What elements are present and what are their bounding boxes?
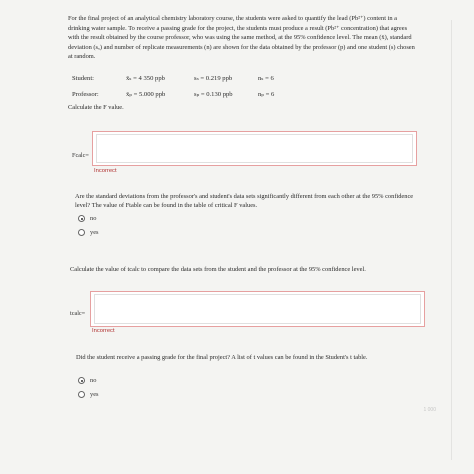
q4-prompt: Did the student receive a passing grade for the final project? A list of t values can be found in the Student's t table.	[76, 354, 368, 361]
professor-n: nₚ = 6	[258, 91, 275, 98]
q2-option-yes-label: yes	[90, 229, 99, 236]
radio-unselected-icon[interactable]	[78, 229, 85, 236]
q4-option-no-label: no	[90, 377, 97, 384]
q4-option-yes[interactable]	[78, 391, 99, 398]
tcalc-label: tcalc=	[70, 310, 86, 317]
fcalc-input[interactable]	[92, 131, 417, 166]
student-label: Student:	[72, 75, 94, 82]
q4-option-yes-label: yes	[90, 391, 99, 398]
professor-mean: x̄ₚ = 5.000 ppb	[126, 91, 166, 98]
q2-option-yes[interactable]	[78, 229, 99, 236]
student-mean: x̄ₛ = 4 350 ppb	[126, 75, 165, 82]
q1-prompt: Calculate the F value.	[68, 104, 124, 111]
q2-option-no[interactable]	[78, 215, 96, 222]
radio-unselected-icon[interactable]	[78, 391, 85, 398]
student-n: nₛ = 6	[258, 75, 274, 82]
page-edge-divider	[451, 20, 452, 460]
q3-prompt: Calculate the value of tcalc to compare the data sets from the student and the professor at the 95% confidence level.	[70, 266, 366, 273]
fcalc-label: Fcalc=	[72, 152, 89, 159]
fcalc-input-inner	[96, 134, 413, 163]
q1-status-badge: Incorrect	[94, 168, 117, 174]
radio-selected-icon[interactable]	[78, 377, 85, 384]
problem-intro: For the final project of an analytical chemistry laboratory course, the students were asked to quantify the lead (Pb²⁺) content in a drinking water sample. To receive a passing grade for the project, the students must produce a result (Pb²⁺ concentration) that agrees with the result obtained by the course professor, who was using the same method, at the 95% confidence level. The mean (x̄), standard deviation (sₓ) and number of replicate measurements (n) are shown for the data obtained by the professor (p) and one student (s) chosen at random.	[68, 15, 415, 61]
q3-status-badge: Incorrect	[92, 328, 115, 334]
student-data-row	[72, 74, 298, 82]
radio-selected-icon[interactable]	[78, 215, 85, 222]
student-sd: sₛ = 0.219 ppb	[194, 75, 233, 82]
q4-option-no[interactable]	[78, 377, 96, 384]
professor-sd: sₚ = 0.130 ppb	[194, 91, 233, 98]
professor-data-row	[72, 90, 298, 98]
tcalc-input-inner	[94, 294, 421, 324]
page-footer-mark: 1 000	[423, 407, 436, 413]
professor-label: Professor:	[72, 91, 99, 98]
tcalc-input[interactable]	[90, 291, 425, 327]
q2-option-no-label: no	[90, 215, 97, 222]
q2-prompt: Are the standard deviations from the professor's and student's data sets significantly different from each other at the 95% confidence level? The value of Ftable can be found in the table of critical F values.	[75, 193, 414, 209]
